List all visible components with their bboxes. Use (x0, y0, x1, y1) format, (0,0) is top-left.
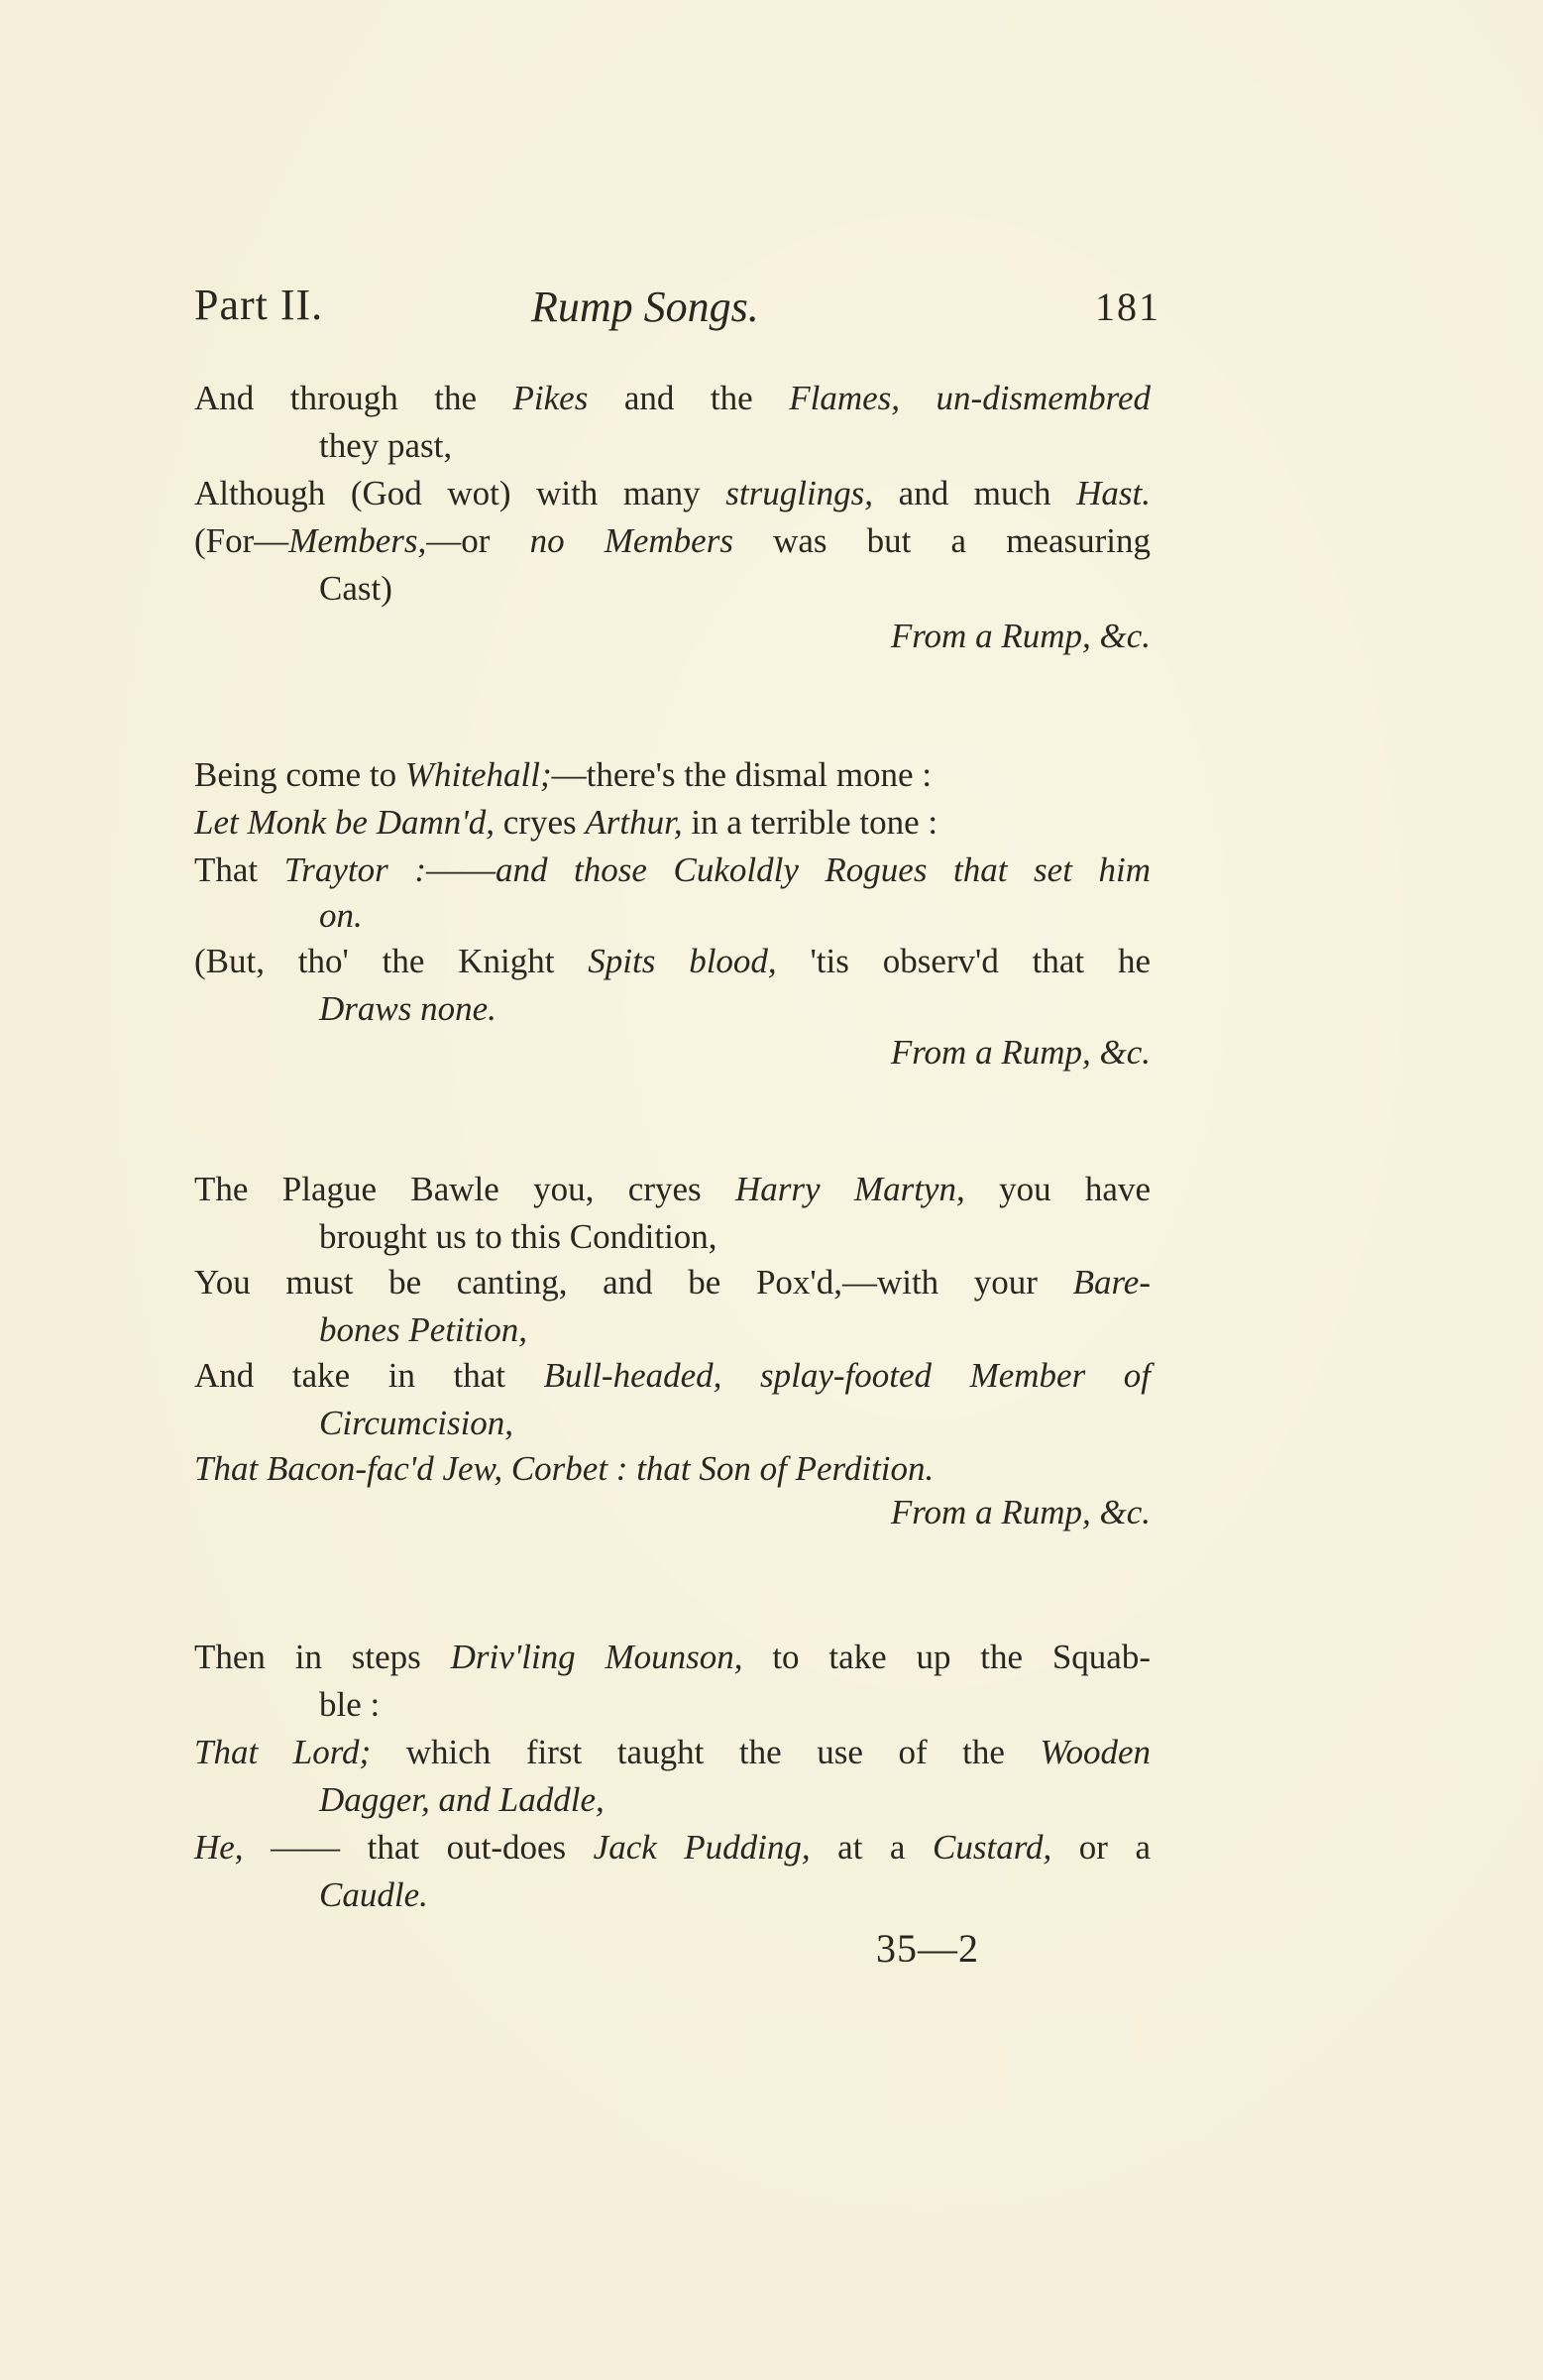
verse-line: Draws none. (319, 989, 496, 1028)
page-number: 181 (1095, 284, 1160, 329)
verse-line: Being come to Whitehall;—there's the dismal mone : (194, 755, 933, 794)
verse-line: bones Petition, (319, 1310, 527, 1349)
verse-line: Caudle. (319, 1875, 428, 1914)
refrain: From a Rump, &c. (890, 1493, 1151, 1531)
verse-line: Dagger, and Laddle, (319, 1780, 605, 1819)
verse-line: Let Monk be Damn'd, cryes Arthur, in a terrible tone : (194, 803, 938, 842)
refrain: From a Rump, &c. (890, 617, 1151, 655)
verse-line: on. (319, 896, 363, 935)
verse-line: they past, (319, 426, 453, 465)
running-title: Rump Songs. (531, 283, 759, 331)
verse-line: And through the Pikes and the Flames, un-dismembred (194, 379, 1151, 417)
verse-line: The Plague Bawle you, cryes Harry Martyn, you have (194, 1170, 1151, 1208)
verse-line: He, —— that out-does Jack Pudding, at a Custard, or a (194, 1828, 1151, 1867)
part-label: Part II. (194, 281, 324, 329)
verse-line: brought us to this Condition, (319, 1217, 717, 1256)
running-header (194, 280, 1160, 349)
verse-line: Cast) (319, 569, 392, 608)
verse-line: Circumcision, (319, 1404, 514, 1442)
verse-line: That Bacon-fac'd Jew, Corbet : that Son of Perdition. (194, 1449, 935, 1488)
verse-line: And take in that Bull-headed, splay-footed Member of (194, 1356, 1151, 1395)
verse-line: That Traytor :——and those Cukoldly Rogues that set him (194, 850, 1151, 889)
verse-line: Although (God wot) with many struglings, and much Hast. (194, 474, 1152, 512)
refrain: From a Rump, &c. (890, 1033, 1151, 1072)
verse-line: Then in steps Driv'ling Mounson, to take up the Squab- (194, 1638, 1152, 1676)
signature-mark: 35—2 (876, 1926, 979, 1971)
verse-line: (But, tho' the Knight Spits blood, 'tis observ'd that he (194, 942, 1151, 980)
verse-line: ble : (319, 1685, 381, 1724)
verse-line: You must be canting, and be Pox'd,—with your Bare- (194, 1263, 1151, 1302)
verse-line: That Lord; which first taught the use of the Wooden (194, 1733, 1151, 1771)
verse-line: (For—Members,—or no Members was but a measuring (194, 521, 1152, 560)
